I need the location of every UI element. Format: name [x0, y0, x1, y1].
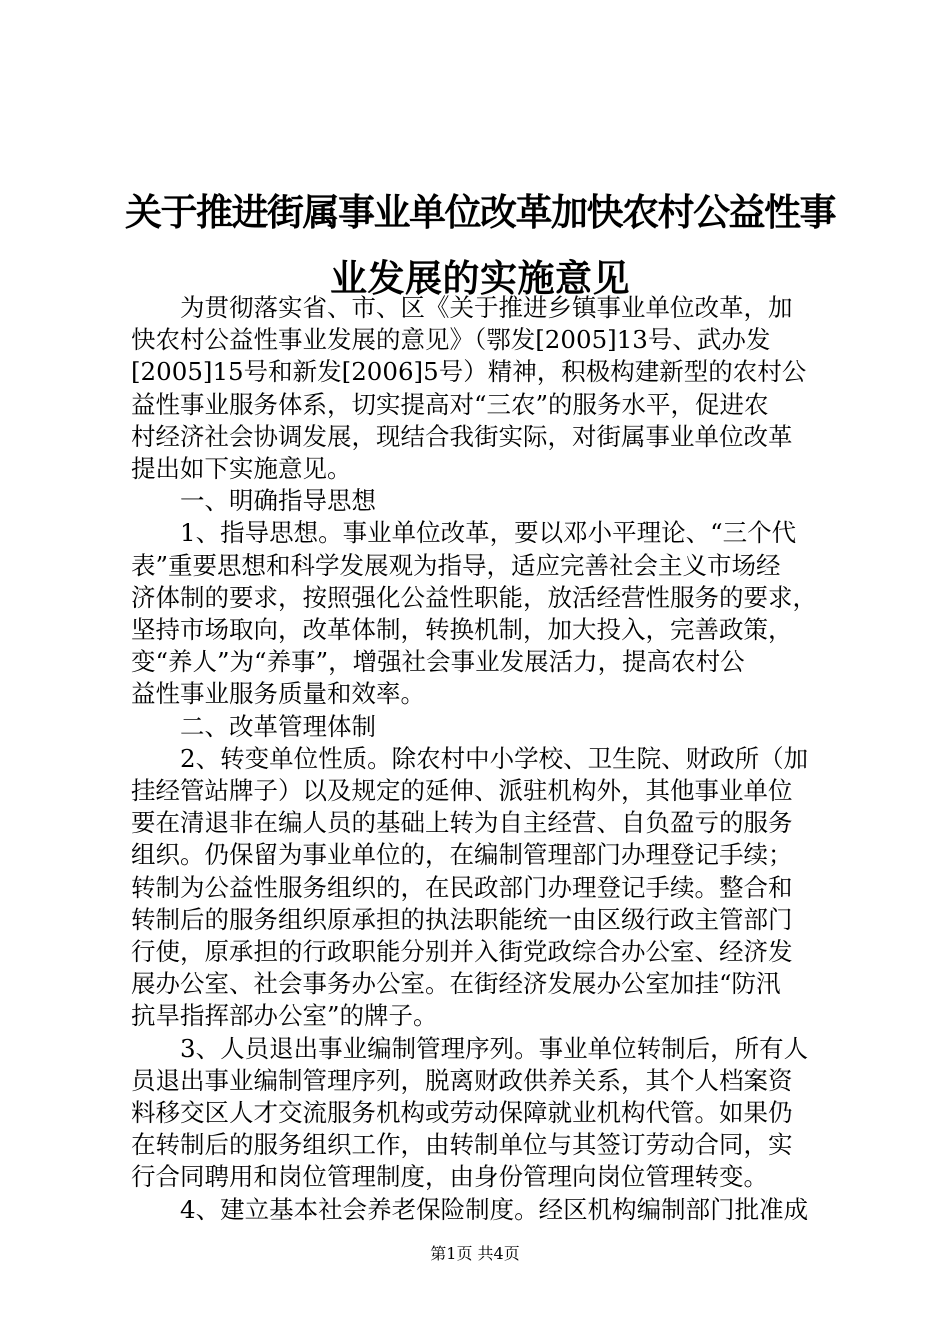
paragraph-line: 表”重要思想和科学发展观为指导，适应完善社会主义市场经	[131, 550, 781, 580]
paragraph-line: 要在清退非在编人员的基础上转为自主经营、自负盈亏的服务	[131, 808, 793, 838]
document-body	[131, 292, 831, 1226]
page-footer: 第1页 共4页	[430, 1244, 520, 1263]
paragraph-line: 一、明确指导思想	[131, 486, 376, 516]
paragraph-line: 为贯彻落实省、市、区《关于推进乡镇事业单位改革，加	[131, 293, 793, 322]
paragraph-line: 村经济社会协调发展，现结合我街实际，对街属事业单位改革	[131, 421, 793, 451]
paragraph-line: 展办公室、社会事务办公室。在街经济发展办公室加挂“防汛	[131, 969, 781, 999]
paragraph-line: 转制后的服务组织原承担的执法职能统一由区级行政主管部门	[131, 904, 793, 934]
title-line: 业发展的实施意见	[330, 257, 630, 300]
paragraph-line: [2005]15号和新发[2006]5号）精神，积极构建新型的农村公	[131, 357, 807, 387]
paragraph-line: 抗旱指挥部办公室”的牌子。	[131, 1001, 438, 1031]
paragraph-line: 2、转变单位性质。除农村中小学校、卫生院、财政所（加	[131, 743, 809, 773]
paragraph-line: 提出如下实施意见。	[131, 454, 352, 484]
paragraph-line: 快农村公益性事业发展的意见》（鄂发[2005]13号、武办发	[131, 325, 771, 355]
paragraph-line: 益性事业服务质量和效率。	[131, 679, 425, 709]
paragraph-line: 料移交区人才交流服务机构或劳动保障就业机构代管。如果仍	[131, 1098, 793, 1128]
paragraph-line: 组织。仍保留为事业单位的，在编制管理部门办理登记手续；	[131, 840, 793, 870]
paragraph-line: 变“养人”为“养事”，增强社会事业发展活力，提高农村公	[131, 647, 745, 677]
paragraph-line: 行使，原承担的行政职能分别并入街党政综合办公室、经济发	[131, 937, 793, 967]
paragraph-line: 员退出事业编制管理序列，脱离财政供养关系，其个人档案资	[131, 1065, 793, 1095]
paragraph-line: 济体制的要求，按照强化公益性职能，放活经营性服务的要求，	[131, 582, 817, 612]
paragraph-line: 二、改革管理体制	[131, 711, 376, 741]
paragraph-line: 在转制后的服务组织工作，由转制单位与其签订劳动合同，实	[131, 1130, 793, 1160]
paragraph-line: 4、建立基本社会养老保险制度。经区机构编制部门批准成	[131, 1194, 809, 1224]
paragraph-line: 行合同聘用和岗位管理制度，由身份管理向岗位管理转变。	[131, 1162, 768, 1192]
paragraph-line: 挂经管站牌子）以及规定的延伸、派驻机构外，其他事业单位	[131, 776, 793, 806]
paragraph-line: 坚持市场取向，改革体制，转换机制，加大投入，完善政策，	[131, 615, 793, 645]
paragraph-line: 益性事业服务体系，切实提高对“三农”的服务水平，促进农	[131, 389, 769, 419]
title-line: 关于推进街属事业单位改革加快农村公益性事	[125, 191, 835, 234]
paragraph-line: 转制为公益性服务组织的，在民政部门办理登记手续。整合和	[131, 872, 793, 902]
paragraph-line: 3、人员退出事业编制管理序列。事业单位转制后，所有人	[131, 1033, 809, 1063]
paragraph-line: 1、指导思想。事业单位改革，要以邓小平理论、“三个代	[131, 518, 797, 548]
